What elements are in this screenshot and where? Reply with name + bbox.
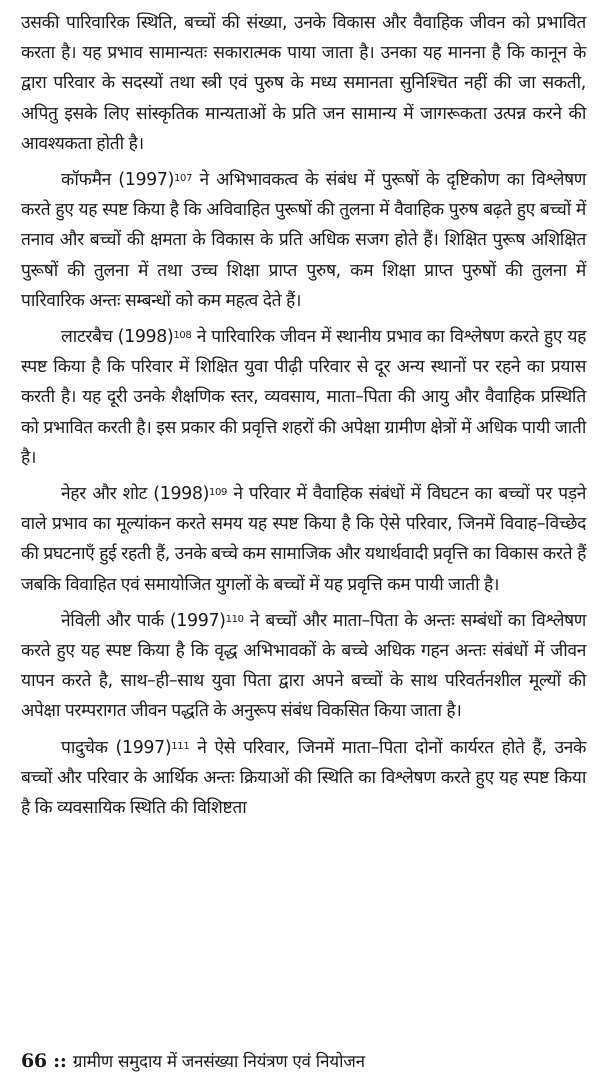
page-footer [21,1046,365,1077]
citation-author: नेविली और पार्क (1997) [61,610,226,631]
page-number: 66 [21,1050,47,1072]
citation-author: लाटरबैच (1998) [61,327,174,348]
paragraph-neville-parke [21,606,586,727]
book-title: ग्रामीण समुदाय में जनसंख्या नियंत्रण एवं नियोजन [72,1052,365,1072]
paragraph-paduchek [21,733,586,824]
citation-author: कॉफमैन (1997) [61,170,175,191]
paragraph-text: ने अभिभावकत्व के संबंध में पुरूषों के दृष्टिकोण का विश्लेषण करते हुए यह स्पष्ट किया है कि अविवाहित पुरूषों की तुलना में वैवाहिक पुरुष बढ़ते हुए बच्चों में तनाव और बच्चों की क्षमता के विकास के प्रति अधिक सजग होते हैं। शिक्षित पुरूष अशिक्षित पुरूषों की तुलना में तथा उच्च शिक्षा प्राप्त पुरुष, कम शिक्षा प्राप्त पुरुषों की तुलना में पारिवारिक अन्तः सम्बन्धों को कम महत्व देते हैं। [21,170,586,311]
paragraph-intro [21,8,586,159]
paragraph-text: उसकी पारिवारिक स्थिति, बच्चों की संख्या, उनके विकास और वैवाहिक जीवन को प्रभावित करता है। यह प्रभाव सामान्यतः सकारात्मक पाया जाता है। उनका यह मानना है कि कानून के द्वारा परिवार के सदस्यों तथा स्त्री एवं पुरुष के मध्य समानता सुनिश्चित नहीं की जा सकती, अपितु इसके लिए सांस्कृतिक मान्यताओं के प्रति जन सामान्य में जागरूकता उत्पन्न करने की आवश्यकता होती है। [21,13,586,154]
citation [61,484,227,504]
citation-author: पादुचेक (1997) [61,737,172,758]
paragraph-text: ने परिवार में वैवाहिक संबंधों में विघटन का बच्चों पर पड़ने वाले प्रभाव का मूल्यांकन करते समय यह स्पष्ट किया है कि ऐसे परिवार, जिनमें विवाह–विच्छेद की प्रघटनाएँ हुई रहती हैं, उनके बच्चे कम सामाजिक और यथार्थवादी प्रवृत्ति का विकास करते हैं जबकि विवाहित एवं समायोजित युगलों के बच्चों में यह प्रवृत्ति कम पायी जाती है। [21,484,586,595]
citation [61,170,192,190]
footer-separator: :: [46,1050,73,1072]
footnote-marker: 108 [173,330,192,342]
citation-author: नेहर और शोट (1998) [61,484,210,505]
paragraph-text: ने पारिवारिक जीवन में स्थानीय प्रभाव का विश्लेषण करते हुए यह स्पष्ट किया है कि परिवार में शिक्षित युवा पीढ़ी परिवार से दूर अन्य स्थानों पर रहने का प्रयास करती है। यह दूरी उनके शैक्षणिक स्तर, व्यवसाय, माता–पिता की आयु और वैवाहिक प्रस्थिति को प्रभावित करती है। इस प्रकार की प्रवृत्ति शहरों की अपेक्षा ग्रामीण क्षेत्रों में अधिक पायी जाती है। [21,327,586,468]
footnote-marker: 111 [171,740,190,752]
footnote-marker: 109 [209,487,228,499]
citation [61,327,191,347]
citation [61,611,244,631]
paragraph-neher-short [21,479,586,600]
citation [61,738,189,758]
paragraph-text: ने बच्चों और माता–पिता के अन्तः सम्बंधों का विश्लेषण करते हुए यह स्पष्ट किया है कि वृद्ध अभिभावकों के बच्चे अधिक गहन अन्तः संबंधों में जीवन यापन करते है, साथ–ही–साथ युवा पिता द्वारा अपने बच्चों के साथ परिवर्तनशील मूल्यों की अपेक्षा परम्परागत जीवन पद्धति के अनुरूप संबंध विकसित किया जाता है। [21,610,586,722]
paragraph-text: ने ऐसे परिवार, जिनमें माता–पिता दोनों कार्यरत होते हैं, उनके बच्चों और परिवार के आर्थिक अन्तः क्रियाओं की स्थिति का विश्लेषण करते हुए यह स्पष्ट किया है कि व्यवसायिक स्थिति की विशिष्टता [21,737,587,819]
paragraph-lauterbach [21,322,586,473]
footnote-marker: 110 [225,613,244,625]
footnote-marker: 107 [174,173,193,185]
paragraph-kaufman [21,165,586,316]
